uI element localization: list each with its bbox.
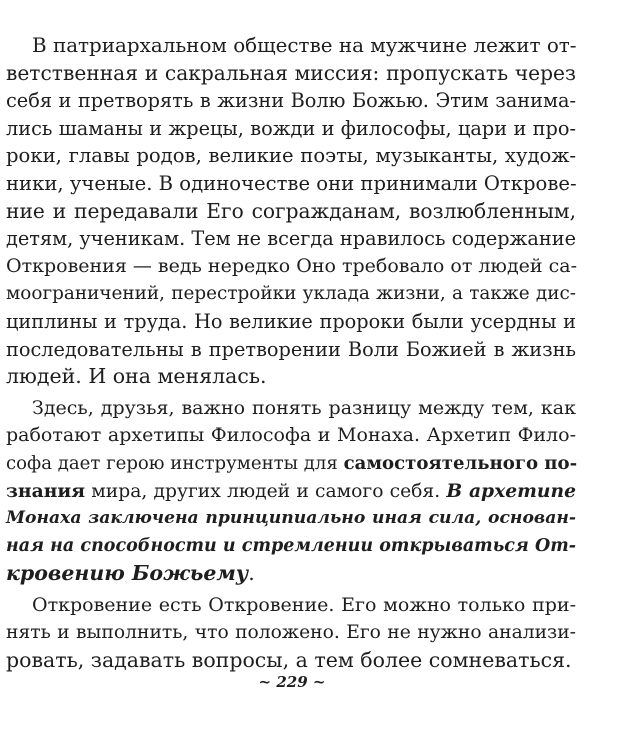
text-line xyxy=(6,253,576,281)
text-run: ровать, задавать вопросы, а тем более сомневаться. xyxy=(6,648,572,673)
text-run: детям, ученикам. Тем не всегда нравилось содержание xyxy=(6,227,576,251)
text-run: знания xyxy=(6,479,86,502)
text-run: . xyxy=(248,561,255,586)
text-line xyxy=(6,450,576,478)
text-run: В патриархальном обществе на мужчине лежит от- xyxy=(32,34,577,57)
text-line xyxy=(6,198,576,226)
page-number: ~ 229 ~ xyxy=(258,673,326,691)
text-line xyxy=(6,533,576,561)
text-run: циплины и труда. Но великие пророки были усердны и xyxy=(6,309,576,333)
text-line xyxy=(6,560,576,588)
text-line xyxy=(6,478,576,506)
text-line xyxy=(6,115,576,143)
text-run: В архетипе xyxy=(446,479,576,502)
text-line xyxy=(6,363,576,391)
text-run: себя и претворять в жизни Волю Божью. Этим занима- xyxy=(6,89,576,113)
text-run: последовательны в претворении Воли Божией в жизнь xyxy=(6,337,576,361)
text-line xyxy=(6,142,576,170)
text-run: самостоятельного по- xyxy=(343,452,578,474)
text-line xyxy=(6,225,576,253)
text-run: людей. И она менялась. xyxy=(6,364,267,389)
text-run: работают архетипы Философа и Монаха. Архетип Фило- xyxy=(6,424,576,447)
text-line xyxy=(6,308,576,336)
text-run: роки, главы родов, великие поэты, музыканты, худож- xyxy=(6,144,576,168)
paragraph xyxy=(6,592,576,675)
text-line xyxy=(6,32,576,60)
text-run: Откровение есть Откровение. Его можно только при- xyxy=(32,593,576,616)
text-run: Монаха заключена принципиально иная сила, основан- xyxy=(6,508,576,529)
text-line xyxy=(6,395,576,423)
text-line xyxy=(6,422,576,450)
text-run: мира, других людей и самого себя. xyxy=(85,480,447,502)
text-run: кровению Божьему xyxy=(6,561,249,586)
text-line xyxy=(6,592,576,620)
text-run: моограничений, перестройки уклада жизни, а также дис- xyxy=(6,283,576,305)
text-run: ники, ученые. В одиночестве они принимали Открове- xyxy=(6,171,577,195)
paragraph xyxy=(6,395,576,588)
text-run: ная на способности и стремлении открываться От- xyxy=(6,535,576,556)
text-run: ние и передавали Его согражданам, возлюбленным, xyxy=(6,198,576,223)
paragraph xyxy=(6,32,576,391)
text-line xyxy=(6,505,576,533)
text-line xyxy=(6,280,576,308)
text-line xyxy=(6,60,576,88)
text-run: лись шаманы и жрецы, вожди и философы, цари и про- xyxy=(6,116,576,140)
text-line xyxy=(6,336,576,364)
text-run: ветственная и сакральная миссия: пропускать через xyxy=(6,60,576,85)
text-run: нять и выполнить, что положено. Его не нужно анализи- xyxy=(6,622,576,644)
body-text xyxy=(6,32,576,675)
text-run: софа дает герою инструменты для xyxy=(6,452,344,474)
text-line xyxy=(6,87,576,115)
text-run: Откровения — ведь нередко Оно требовало от людей са- xyxy=(6,254,578,277)
text-run: Здесь, друзья, важно понять разницу между тем, как xyxy=(32,396,576,419)
text-line xyxy=(6,170,576,198)
text-line xyxy=(6,647,576,675)
text-line xyxy=(6,619,576,647)
